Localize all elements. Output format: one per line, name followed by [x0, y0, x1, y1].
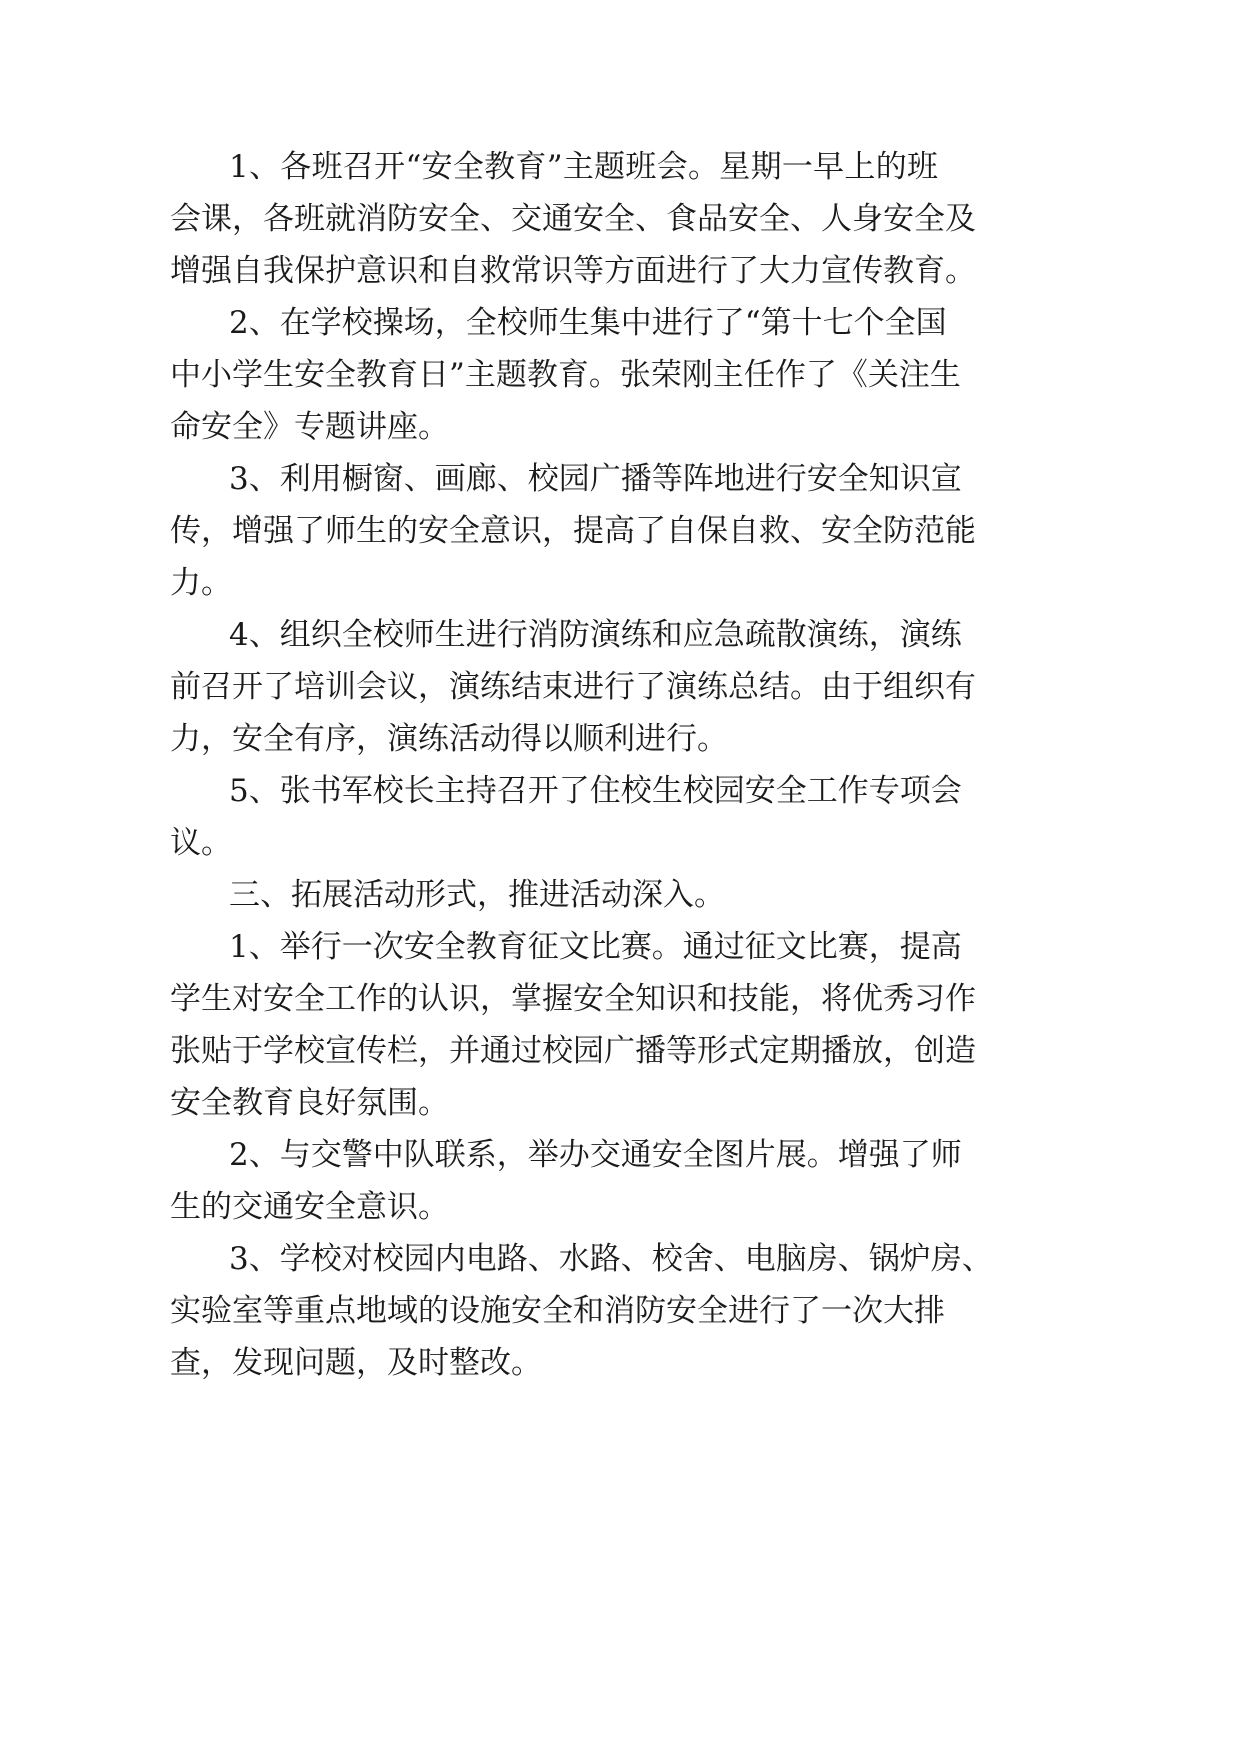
- text-line: 实验室等重点地域的设施安全和消防安全进行了一次大排: [170, 1293, 945, 1329]
- text-line: 增强自我保护意识和自救常识等方面进行了大力宣传教育。: [170, 253, 976, 289]
- text-line: 5、张书军校长主持召开了住校生校园安全工作专项会: [229, 773, 962, 809]
- text-line: 安全教育良好氛围。: [170, 1085, 449, 1121]
- text-line: 3、学校对校园内电路、水路、校舍、电脑房、锅炉房、: [229, 1241, 993, 1277]
- text-line: 3、利用橱窗、画廊、校园广播等阵地进行安全知识宣: [229, 461, 962, 497]
- text-line: 力，安全有序，演练活动得以顺利进行。: [170, 721, 728, 757]
- text-line: 学生对安全工作的认识，掌握安全知识和技能，将优秀习作: [170, 981, 976, 1017]
- text-line: 4、组织全校师生进行消防演练和应急疏散演练，演练: [229, 617, 962, 653]
- text-line: 张贴于学校宣传栏，并通过校园广播等形式定期播放，创造: [170, 1033, 976, 1069]
- section-heading: 三、拓展活动形式，推进活动深入。: [229, 877, 725, 913]
- text-line: 1、举行一次安全教育征文比赛。通过征文比赛，提高: [229, 929, 962, 965]
- text-line: 2、与交警中队联系，举办交通安全图片展。增强了师: [229, 1137, 962, 1173]
- text-line: 传，增强了师生的安全意识，提高了自保自救、安全防范能: [170, 513, 976, 549]
- text-line: 生的交通安全意识。: [170, 1189, 449, 1225]
- text-line: 1、各班召开“安全教育”主题班会。星期一早上的班: [229, 149, 938, 185]
- text-line: 命安全》专题讲座。: [170, 409, 449, 445]
- text-line: 查，发现问题，及时整改。: [170, 1345, 542, 1381]
- text-line: 会课，各班就消防安全、交通安全、食品安全、人身安全及: [170, 201, 976, 237]
- text-line: 议。: [170, 825, 232, 861]
- text-line: 前召开了培训会议，演练结束进行了演练总结。由于组织有: [170, 669, 976, 705]
- text-line: 2、在学校操场，全校师生集中进行了“第十七个全国: [229, 305, 947, 341]
- text-line: 力。: [170, 565, 232, 601]
- text-line: 中小学生安全教育日”主题教育。张荣刚主任作了《关注生: [170, 357, 961, 393]
